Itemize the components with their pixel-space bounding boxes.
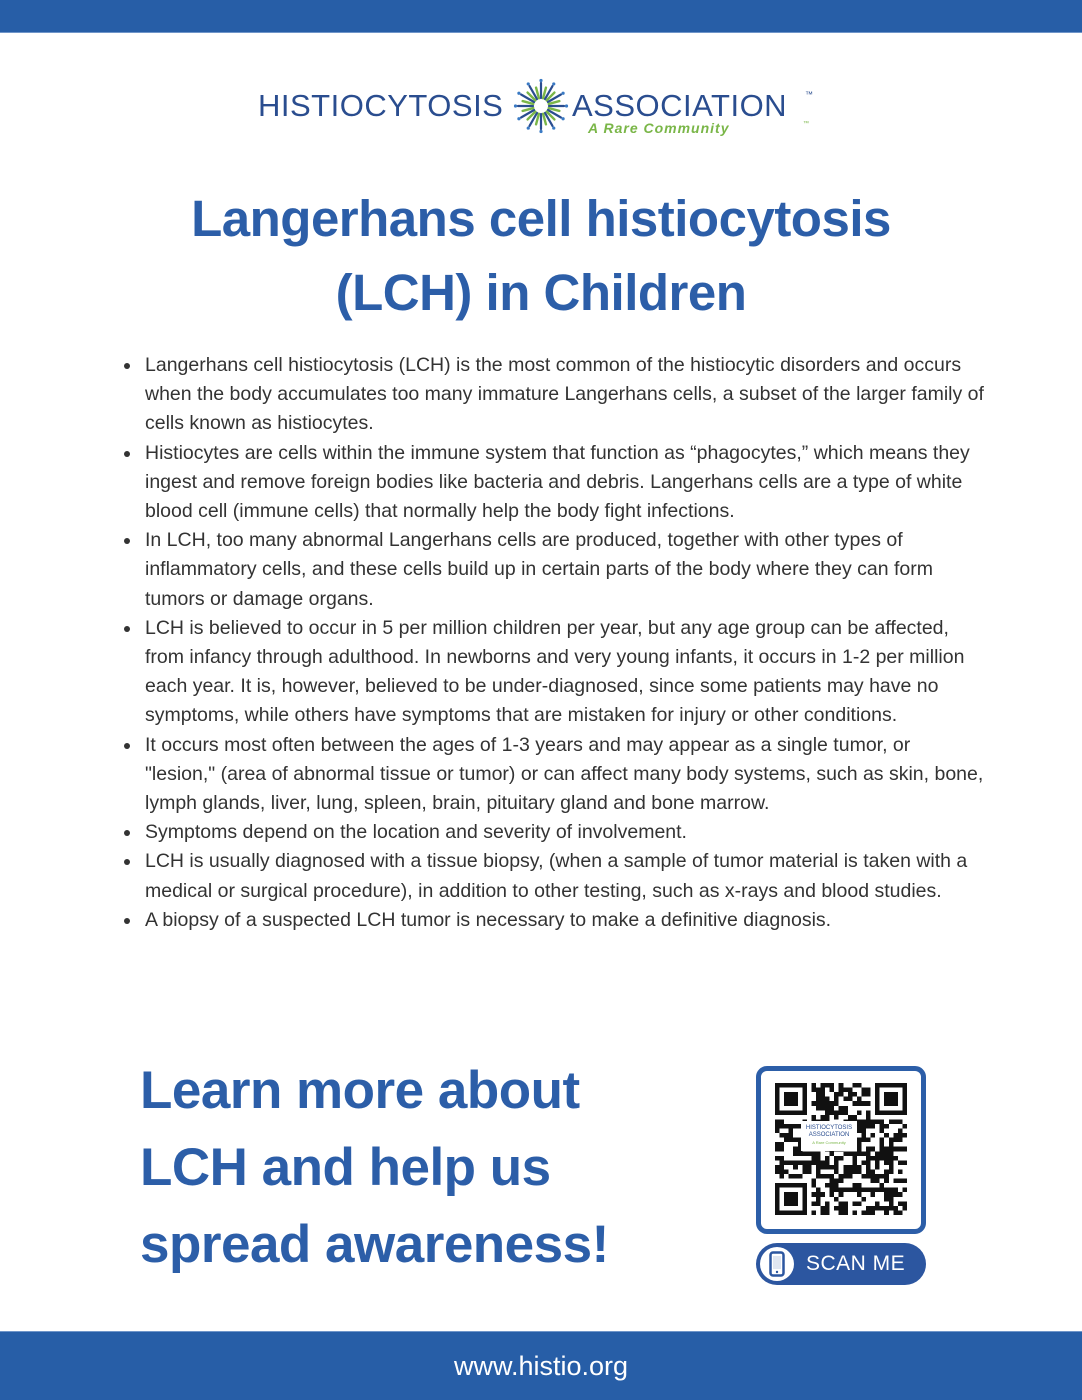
bullet-item: It occurs most often between the ages of 1-3 years and may appear as a single tumor, or "lesion," (area of abnormal tissue or tumor) or can affect many body systems, such as skin, bone, lymph glands, liver, lung, spleen, brain, pituitary gland and bone marrow. xyxy=(145,731,985,819)
bullet-item: A biopsy of a suspected LCH tumor is necessary to make a definitive diagnosis. xyxy=(145,906,985,935)
scan-me-badge[interactable] xyxy=(756,1243,926,1285)
logo-word-association: ASSOCIATION xyxy=(572,88,788,123)
qr-code-frame[interactable] xyxy=(756,1066,926,1234)
qr-logo-line-1: HISTIOCYTOSIS xyxy=(805,1125,853,1131)
cta-line-3: spread awareness! xyxy=(140,1215,609,1274)
logo-tagline: A Rare Community xyxy=(588,120,730,136)
logo-word-histiocytosis: HISTIOCYTOSIS xyxy=(258,88,504,123)
qr-center-logo xyxy=(801,1121,857,1151)
footer-band xyxy=(0,1331,1082,1400)
bullet-item: LCH is believed to occur in 5 per million children per year, but any age group can be affected, from infancy through adulthood. In newborns and very young infants, it occurs in 1-2 per million each year. It is, however, believed to be under-diagnosed, since some patients may have no symptoms, while others have symptoms that are mistaken for injury or other conditions. xyxy=(145,614,985,731)
histiocytosis-association-logo xyxy=(258,78,828,140)
title-line-2: (LCH) in Children xyxy=(335,264,747,321)
qr-logo-line-2: ASSOCIATION xyxy=(808,1132,850,1138)
starburst-icon xyxy=(513,78,569,134)
call-to-action-heading xyxy=(140,1052,700,1283)
bullet-item: In LCH, too many abnormal Langerhans cells are produced, together with other types of inflammatory cells, and these cells build up in certain parts of the body where they can form tumors or damage organs. xyxy=(145,526,985,614)
logo-trademark: ™ xyxy=(805,90,813,99)
qr-logo-line-3: A Rare Community xyxy=(812,1140,846,1145)
bullet-item: LCH is usually diagnosed with a tissue biopsy, (when a sample of tumor material is taken with a medical or surgical procedure), in addition to other testing, such as x-rays and blood studies. xyxy=(145,847,985,905)
facts-bullet-list xyxy=(145,351,985,935)
bullet-item: Histiocytes are cells within the immune system that function as “phagocytes,” which means they ingest and remove foreign bodies like bacteria and debris. Langerhans cells are a type of white blood cell (immune cells) that normally help the body fight infections. xyxy=(145,439,985,527)
page-title xyxy=(0,182,1082,330)
smartphone-icon xyxy=(760,1247,794,1281)
cta-line-1: Learn more about xyxy=(140,1061,580,1120)
scan-me-label: SCAN ME xyxy=(806,1252,906,1275)
website-link[interactable]: www.histio.org xyxy=(453,1350,629,1381)
top-header-band xyxy=(0,0,1082,33)
title-line-1: Langerhans cell histiocytosis xyxy=(191,190,891,247)
bullet-item: Symptoms depend on the location and severity of involvement. xyxy=(145,818,985,847)
bullet-item: Langerhans cell histiocytosis (LCH) is the most common of the histiocytic disorders and occurs when the body accumulates too many immature Langerhans cells, a subset of the larger family of cells known as histiocytes. xyxy=(145,351,985,439)
cta-line-2: LCH and help us xyxy=(140,1138,551,1197)
logo-tagline-trademark: ™ xyxy=(803,121,809,127)
